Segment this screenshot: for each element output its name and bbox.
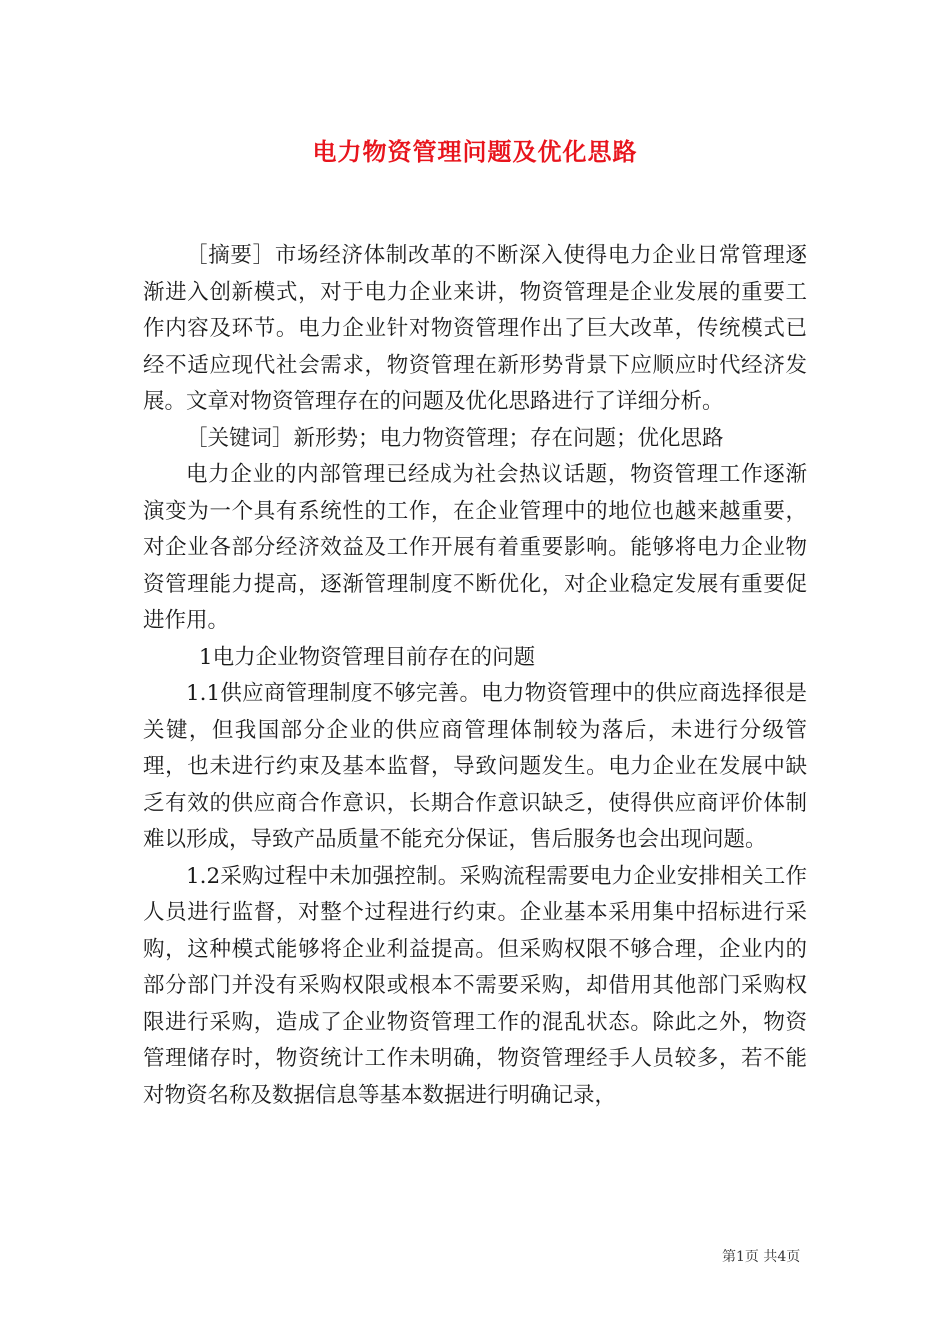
intro-paragraph: 电力企业的内部管理已经成为社会热议话题，物资管理工作逐渐演变为一个具有系统性的工作，在企业管理中的地位也越来越重要，对企业各部分经济效益及工作开展有着重要影响。能够将电力企业物资管理能力提高，逐渐管理制度不断优化，对企业稳定发展有重要促进作用。	[143, 462, 807, 633]
abstract-paragraph: ［摘要］市场经济体制改革的不断深入使得电力企业日常管理逐渐进入创新模式，对于电力企业来讲，物资管理是企业发展的重要工作内容及环节。电力企业针对物资管理作出了巨大改革，传统模式已经不适应现代社会需求，物资管理在新形势背景下应顺应时代经济发展。文章对物资管理存在的问题及优化思路进行了详细分析。	[143, 243, 807, 414]
document-body	[143, 238, 807, 1114]
section-heading: 1电力企业物资管理目前存在的问题	[198, 644, 536, 670]
page-number-footer: 第1页 共4页	[722, 1249, 801, 1265]
section-1-1-paragraph: 1.1供应商管理制度不够完善。电力物资管理中的供应商选择很是关键，但我国部分企业的供应商管理体制较为落后，未进行分级管理，也未进行约束及基本监督，导致问题发生。电力企业在发展中缺乏有效的供应商合作意识，长期合作意识缺乏，使得供应商评价体制难以形成，导致产品质量不能充分保证，售后服务也会出现问题。	[143, 681, 807, 852]
section-1-2-paragraph: 1.2采购过程中未加强控制。采购流程需要电力企业安排相关工作人员进行监督，对整个过程进行约束。企业基本采用集中招标进行采购，这种模式能够将企业利益提高。但采购权限不够合理，企业内的部分部门并没有采购权限或根本不需要采购，却借用其他部门采购权限进行采购，造成了企业物资管理工作的混乱状态。除此之外，物资管理储存时，物资统计工作未明确，物资管理经手人员较多，若不能对物资名称及数据信息等基本数据进行明确记录，	[143, 863, 807, 1108]
keywords-paragraph: ［关键词］新形势；电力物资管理；存在问题；优化思路	[186, 425, 724, 451]
document-title: 电力物资管理问题及优化思路	[312, 137, 638, 166]
